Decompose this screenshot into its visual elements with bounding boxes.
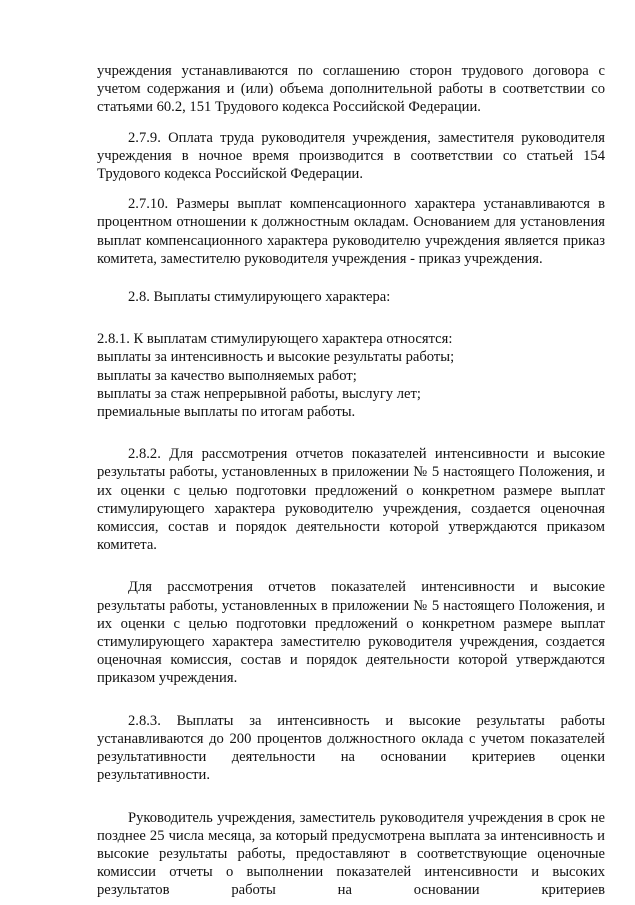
stimulus-payments-list [97,330,605,421]
paragraph-deputy-commission: Для рассмотрения отчетов показателей интенсивности и высокие результаты работы, установленных в приложении № 5 настоящего Положения, и их оценки с целью подготовки предложений о конкретном размере выплат стимулирующего характера заместителю руководителя учреждения, создается оценочная комиссия, состав и порядок деятельности которой утверждаются приказом учреждения. [97,579,605,687]
list-item: 2.8.1. К выплатам стимулирующего характера относятся: [97,331,453,348]
paragraph-2-8-2: 2.8.2. Для рассмотрения отчетов показателей интенсивности и высокие результаты работы, установленных в приложении № 5 настоящего Положения, и их оценки с целью подготовки предложений о конкретном размере выплат стимулирующего характера руководителю учреждения, создается оценочная комиссия, состав и порядок деятельности которой утверждаются приказом комитета. [97,446,605,554]
paragraph-2-7-10: 2.7.10. Размеры выплат компенсационного характера устанавливаются в процентном отношении к должностным окладам. Основанием для установления выплат компенсационного характера руководителю учреждения является приказ комитета, заместителю руководителя учреждения - приказ учреждения. [97,196,605,267]
document-page [97,62,605,900]
paragraph-2-8-heading: 2.8. Выплаты стимулирующего характера: [128,289,391,306]
list-item: выплаты за качество выполняемых работ; [97,367,357,384]
paragraph-2-8-3: 2.8.3. Выплаты за интенсивность и высокие результаты работы устанавливаются до 200 процентов должностного оклада с учетом показателей результативности деятельности на основании критериев оценки результативности. [97,712,605,784]
paragraph-reports: Руководитель учреждения, заместитель руководителя учреждения в срок не позднее 25 числа месяца, за который предусмотрена выплата за интенсивность и высокие результаты работы, предоставляют в соответствующие оценочные комиссии отчеты о выполнении показателей интенсивности и высоких результатов работы на основании критериев [97,809,605,899]
list-item: выплаты за стаж непрерывной работы, выслугу лет; [97,385,421,402]
list-item: выплаты за интенсивность и высокие результаты работы; [97,349,455,366]
paragraph-2-7-9: 2.7.9. Оплата труда руководителя учреждения, заместителя руководителя учреждения в ночное время производится в соответствии со статьей 154 Трудового кодекса Российской Федерации. [97,129,605,183]
list-item: премиальные выплаты по итогам работы. [97,404,356,421]
paragraph-continuation: учреждения устанавливаются по соглашению сторон трудового договора с учетом содержания и (или) объема дополнительной работы в соответствии со статьями 60.2, 151 Трудового кодекса Российской Федерации. [97,63,605,116]
